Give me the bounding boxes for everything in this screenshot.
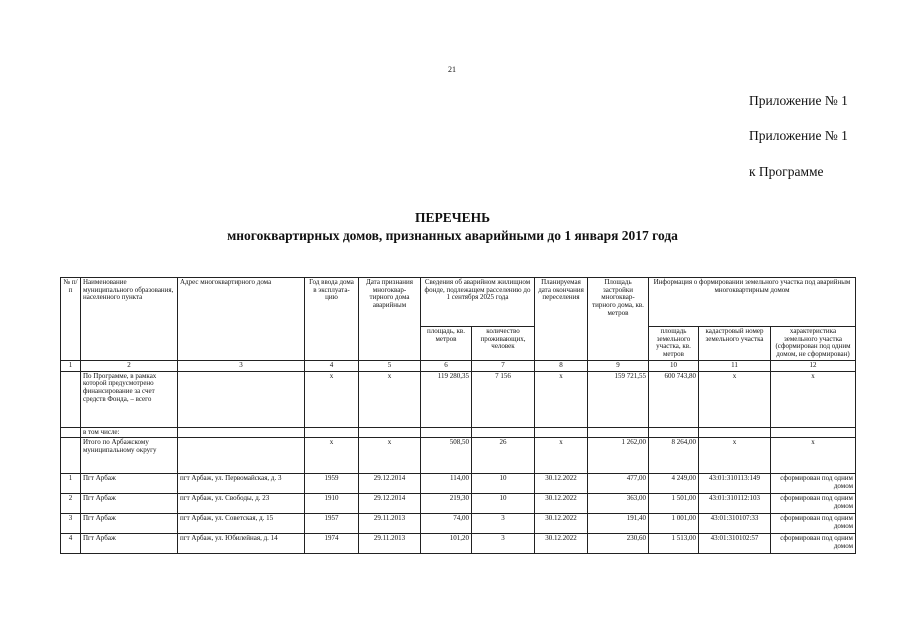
table-cell: 159 721,55	[588, 371, 649, 427]
header-municipality: Наименование муниципального образования, населенного пункта	[81, 278, 178, 361]
column-number: 11	[699, 360, 771, 371]
table-cell: Пгт Арбаж	[81, 514, 178, 534]
table-cell: 8 264,00	[649, 438, 699, 474]
table-cell: 1 001,00	[649, 514, 699, 534]
table-cell	[61, 371, 81, 427]
table-cell: По Программе, в рамках которой предусмотрено финансирование за счет средств Фонда, – всего	[81, 371, 178, 427]
table-cell: 30.12.2022	[535, 494, 588, 514]
column-numbers-row	[61, 360, 856, 371]
appendix-line-1: Приложение № 1	[749, 93, 848, 108]
header-building-area: Площадь застройки многоквар-тирного дома, кв. метров	[588, 278, 649, 361]
table-cell: 1	[61, 474, 81, 494]
table-cell: сформирован под одним домом	[771, 514, 856, 534]
table-cell	[699, 427, 771, 438]
column-number: 2	[81, 360, 178, 371]
table-cell: пгт Арбаж, ул. Советская, д. 15	[178, 514, 305, 534]
table-cell: 1910	[305, 494, 359, 514]
table-row	[61, 494, 856, 514]
table-cell: 43:01:310113:149	[699, 474, 771, 494]
table-cell	[771, 427, 856, 438]
table-row	[61, 474, 856, 494]
table-cell: 7 156	[472, 371, 535, 427]
table-cell: 1959	[305, 474, 359, 494]
table-cell: Пгт Арбаж	[81, 494, 178, 514]
table-cell: 230,60	[588, 534, 649, 554]
table-cell	[305, 427, 359, 438]
total-row	[61, 371, 856, 427]
table-cell: сформирован под одним домом	[771, 494, 856, 514]
table-cell: x	[771, 371, 856, 427]
table-cell: Итого по Арбажскому муниципальному округу	[81, 438, 178, 474]
table-cell: 101,20	[421, 534, 472, 554]
table-cell: x	[305, 371, 359, 427]
including-label: в том числе:	[81, 427, 178, 438]
table-cell: 508,50	[421, 438, 472, 474]
header-address: Адрес многоквартирного дома	[178, 278, 305, 361]
table-cell	[649, 427, 699, 438]
table-cell: 29.11.2013	[359, 514, 421, 534]
header-emergency-fund: Сведения об аварийном жилищном фонде, подлежащем расселению до 1 сентября 2025 года	[421, 278, 535, 327]
document-subtitle: многоквартирных домов, признанных аварийными до 1 января 2017 года	[227, 228, 678, 243]
column-number: 4	[305, 360, 359, 371]
table-cell: 600 743,80	[649, 371, 699, 427]
header-land-char: характеристика земельного участка (сформирован под одним домом, не сформирован)	[771, 327, 856, 361]
table-cell: Пгт Арбаж	[81, 474, 178, 494]
table-cell: x	[699, 438, 771, 474]
table-cell: 477,00	[588, 474, 649, 494]
table-cell: 114,00	[421, 474, 472, 494]
table-cell: 3	[61, 514, 81, 534]
header-year-built: Год ввода дома в эксплуата-цию	[305, 278, 359, 361]
table-cell: x	[535, 371, 588, 427]
column-number: 7	[472, 360, 535, 371]
table-cell	[178, 438, 305, 474]
houses-table	[60, 277, 856, 554]
table-cell	[178, 427, 305, 438]
table-cell: 43:01:310102:57	[699, 534, 771, 554]
table-cell: сформирован под одним домом	[771, 474, 856, 494]
table-cell: 3	[472, 534, 535, 554]
column-number: 6	[421, 360, 472, 371]
table-cell: x	[535, 438, 588, 474]
table-cell: 1 501,00	[649, 494, 699, 514]
table-cell: x	[699, 371, 771, 427]
table-cell: 4	[61, 534, 81, 554]
column-number: 10	[649, 360, 699, 371]
column-number: 12	[771, 360, 856, 371]
page-number: 21	[448, 65, 456, 74]
table-cell: 1 513,00	[649, 534, 699, 554]
table-cell: x	[771, 438, 856, 474]
table-cell	[61, 427, 81, 438]
table-cell: 3	[472, 514, 535, 534]
including-row	[61, 427, 856, 438]
table-cell: 30.12.2022	[535, 514, 588, 534]
table-cell: 2	[61, 494, 81, 514]
table-cell	[359, 427, 421, 438]
table-cell: 74,00	[421, 514, 472, 534]
table-cell	[588, 427, 649, 438]
table-cell: 30.12.2022	[535, 534, 588, 554]
table-cell: пгт Арбаж, ул. Первомайская, д. 3	[178, 474, 305, 494]
district-row	[61, 438, 856, 474]
table-cell: пгт Арбаж, ул. Юбилейная, д. 14	[178, 534, 305, 554]
table-cell: 26	[472, 438, 535, 474]
table-cell: 43:01:310107:33	[699, 514, 771, 534]
table-cell	[178, 371, 305, 427]
appendix-line-2: Приложение № 1	[749, 128, 848, 143]
header-land-info: Информация о формировании земельного участка под аварийным многоквартирным домом	[649, 278, 856, 327]
column-number: 1	[61, 360, 81, 371]
header-num: № п/п	[61, 278, 81, 361]
header-land-area: площадь земельного участка, кв. метров	[649, 327, 699, 361]
table-cell: 191,40	[588, 514, 649, 534]
table-cell: 29.12.2014	[359, 474, 421, 494]
table-header-row	[61, 278, 856, 327]
table-cell: 363,00	[588, 494, 649, 514]
table-cell: 10	[472, 494, 535, 514]
table-row	[61, 514, 856, 534]
table-cell	[421, 427, 472, 438]
table-cell	[61, 438, 81, 474]
table-cell: 1974	[305, 534, 359, 554]
table-cell: 30.12.2022	[535, 474, 588, 494]
header-residents: количество проживающих, человек	[472, 327, 535, 361]
table-cell: 10	[472, 474, 535, 494]
table-cell: пгт Арбаж, ул. Свободы, д. 23	[178, 494, 305, 514]
table-cell	[472, 427, 535, 438]
header-cadastral: кадастровый номер земельного участка	[699, 327, 771, 361]
table-cell: Пгт Арбаж	[81, 534, 178, 554]
appendix-line-3: к Программе	[749, 164, 824, 179]
table-cell: сформирован под одним домом	[771, 534, 856, 554]
column-number: 8	[535, 360, 588, 371]
column-number: 9	[588, 360, 649, 371]
header-area: площадь, кв. метров	[421, 327, 472, 361]
table-cell: 119 280,35	[421, 371, 472, 427]
column-number: 3	[178, 360, 305, 371]
table-cell: 29.12.2014	[359, 494, 421, 514]
table-cell: x	[359, 438, 421, 474]
header-date-recognized: Дата признания многоквар-тирного дома аварийным	[359, 278, 421, 361]
table-cell: 29.11.2013	[359, 534, 421, 554]
table-cell: 1 262,00	[588, 438, 649, 474]
document-title: ПЕРЕЧЕНЬ	[414, 210, 491, 225]
column-number: 5	[359, 360, 421, 371]
table-cell: x	[359, 371, 421, 427]
table-cell: x	[305, 438, 359, 474]
table-row	[61, 534, 856, 554]
header-planned-date: Планируемая дата окончания переселения	[535, 278, 588, 361]
table-cell: 1957	[305, 514, 359, 534]
table-cell: 219,30	[421, 494, 472, 514]
table-cell	[535, 427, 588, 438]
table-cell: 43:01:310112:103	[699, 494, 771, 514]
table-cell: 4 249,00	[649, 474, 699, 494]
